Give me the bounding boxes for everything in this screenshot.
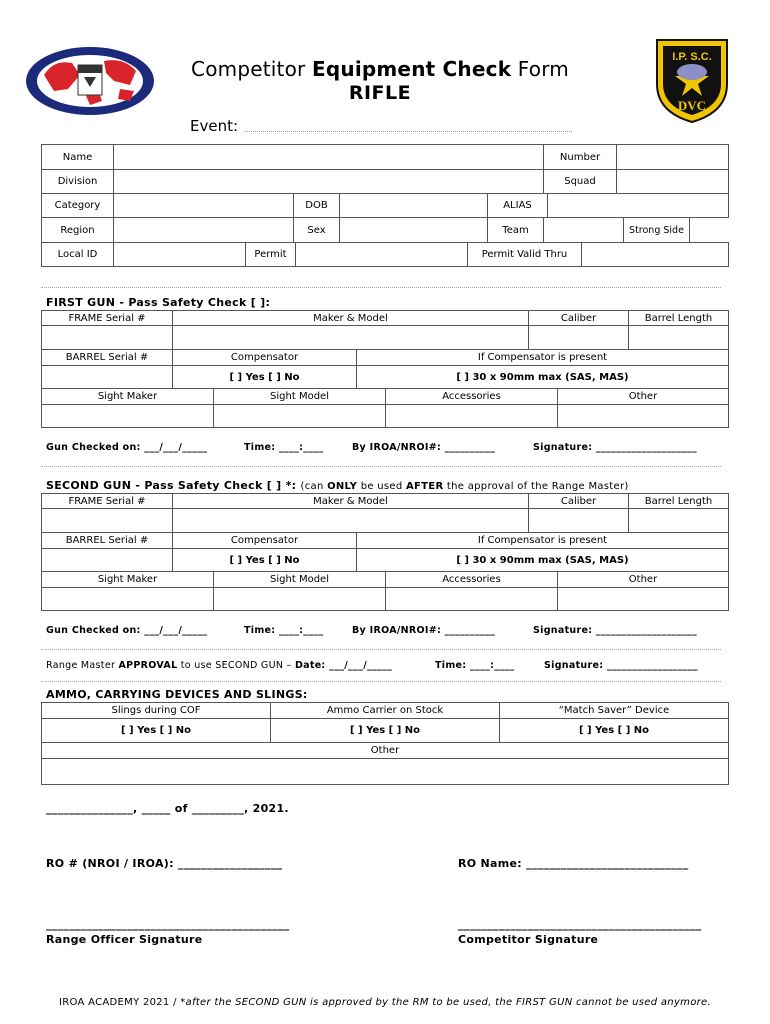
accessories-label: Accessories	[386, 389, 558, 405]
number-field[interactable]	[617, 145, 729, 170]
event-label: Event:	[190, 117, 239, 135]
category-field[interactable]	[114, 194, 294, 218]
ammo-carrier-label: Ammo Carrier on Stock	[271, 703, 500, 719]
barrel-length-label: Barrel Length	[629, 494, 729, 509]
form-subtitle: RIFLE	[348, 82, 412, 104]
form-title	[175, 57, 585, 81]
other-field[interactable]	[558, 405, 729, 428]
caliber-label: Caliber	[529, 494, 629, 509]
team-field[interactable]	[544, 218, 624, 243]
ammo-title: AMMO, CARRYING DEVICES AND SLINGS:	[46, 688, 308, 701]
barrel-length-label: Barrel Length	[629, 311, 729, 326]
range-master-approval	[46, 660, 392, 671]
divider	[41, 466, 721, 467]
ro-number[interactable]: RO # (NROI / IROA): __________________	[46, 857, 283, 870]
date-line[interactable]: _______________, _____ of _________, 2021.	[46, 802, 289, 815]
competitor-row-localid	[41, 242, 729, 267]
rm-signature[interactable]: Signature: __________________	[544, 660, 698, 671]
sight-maker-field[interactable]	[42, 405, 214, 428]
region-field[interactable]	[114, 218, 294, 243]
rm-approval: APPROVAL	[118, 660, 178, 671]
second-gun-time[interactable]: Time: ____:____	[244, 625, 324, 636]
first-gun-by[interactable]: By IROA/NROI#: __________	[352, 442, 496, 453]
number-label: Number	[544, 145, 617, 170]
accessories-field[interactable]	[386, 588, 558, 611]
strong-side-field[interactable]	[690, 218, 729, 243]
competitor-row-category	[41, 193, 729, 218]
first-gun-table-3	[41, 388, 729, 428]
ro-signature-label: Range Officer Signature	[46, 933, 203, 946]
division-field[interactable]	[114, 170, 544, 194]
second-gun-checked-on[interactable]: Gun Checked on: ___/___/_____	[46, 625, 208, 636]
competitor-signature-line[interactable]: __________________________________________	[458, 918, 702, 931]
strong-side-label: Strong Side	[624, 218, 690, 243]
if-comp-label: If Compensator is present	[357, 533, 729, 549]
local-id-label: Local ID	[42, 243, 114, 267]
sight-maker-label: Sight Maker	[42, 389, 214, 405]
name-label: Name	[42, 145, 114, 170]
if-comp-label: If Compensator is present	[357, 350, 729, 366]
title-suffix: Form	[511, 57, 569, 81]
footer	[0, 997, 770, 1008]
title-bold: Equipment Check	[312, 57, 512, 81]
second-gun-table-2	[41, 532, 729, 572]
first-gun-table-1	[41, 310, 729, 350]
svg-text:DVC: DVC	[677, 98, 707, 113]
rm-time[interactable]: Time: ____:____	[435, 660, 515, 671]
permit-valid-thru-field[interactable]	[582, 243, 729, 267]
maker-model-field[interactable]	[173, 326, 529, 350]
local-id-field[interactable]	[114, 243, 246, 267]
match-saver-label: “Match Saver” Device	[500, 703, 729, 719]
squad-field[interactable]	[617, 170, 729, 194]
region-label: Region	[42, 218, 114, 243]
sight-model-label: Sight Model	[214, 572, 386, 588]
second-gun-note-pre: (can	[300, 481, 328, 492]
second-gun-table-1	[41, 493, 729, 533]
divider	[41, 649, 721, 650]
permit-label: Permit	[246, 243, 296, 267]
second-gun-note-mid: be used	[357, 481, 407, 492]
other-label: Other	[558, 572, 729, 588]
division-label: Division	[42, 170, 114, 194]
sight-model-field[interactable]	[214, 405, 386, 428]
category-label: Category	[42, 194, 114, 218]
dob-field[interactable]	[340, 194, 488, 218]
iroa-logo	[24, 45, 156, 117]
maker-model-label: Maker & Model	[173, 494, 529, 509]
event-input-line[interactable]	[245, 131, 572, 132]
rm-date[interactable]: Date: ___/___/_____	[294, 660, 393, 671]
svg-text:I.P. S.C.: I.P. S.C.	[672, 51, 712, 63]
second-gun-note-post: the approval of the Range Master)	[443, 481, 629, 492]
match-saver-yes-no[interactable]: [ ] Yes [ ] No	[500, 719, 729, 743]
caliber-label: Caliber	[529, 311, 629, 326]
other-field[interactable]	[558, 588, 729, 611]
title-prefix: Competitor	[191, 57, 312, 81]
second-gun-note-only: ONLY	[327, 481, 358, 492]
sex-field[interactable]	[340, 218, 488, 243]
alias-field[interactable]	[548, 194, 729, 218]
permit-field[interactable]	[296, 243, 468, 267]
first-gun-signature[interactable]: Signature: ____________________	[533, 442, 697, 453]
accessories-label: Accessories	[386, 572, 558, 588]
barrel-serial-field[interactable]	[42, 366, 173, 389]
other-label: Other	[558, 389, 729, 405]
second-gun-title-bold: SECOND GUN - Pass Safety Check [ ] *:	[46, 479, 297, 492]
footer-note: *after the SECOND GUN is approved by the RM to be used, the FIRST GUN cannot be used anymore.	[180, 997, 711, 1008]
compensator-label: Compensator	[173, 350, 357, 366]
sex-label: Sex	[294, 218, 340, 243]
maker-model-label: Maker & Model	[173, 311, 529, 326]
second-gun-table-3	[41, 571, 729, 611]
second-gun-note-after: AFTER	[406, 481, 444, 492]
name-field[interactable]	[114, 145, 544, 170]
comp-max-checkbox[interactable]: [ ] 30 x 90mm max (SAS, MAS)	[357, 549, 729, 572]
divider	[41, 681, 721, 682]
footer-prefix: IROA ACADEMY 2021 /	[59, 997, 181, 1008]
barrel-length-field[interactable]	[629, 326, 729, 350]
caliber-field[interactable]	[529, 326, 629, 350]
frame-serial-field[interactable]	[42, 326, 173, 350]
ammo-other-field[interactable]	[42, 759, 729, 785]
divider	[41, 287, 721, 288]
second-gun-signature[interactable]: Signature: ____________________	[533, 625, 697, 636]
sight-model-label: Sight Model	[214, 389, 386, 405]
accessories-field[interactable]	[386, 405, 558, 428]
ammo-table	[41, 702, 729, 743]
first-gun-table-2	[41, 349, 729, 389]
first-gun-checked-on[interactable]: Gun Checked on: ___/___/_____	[46, 442, 208, 453]
competitor-row-name	[41, 144, 729, 194]
squad-label: Squad	[544, 170, 617, 194]
frame-serial-field[interactable]	[42, 509, 173, 533]
second-gun-title	[46, 479, 629, 492]
competitor-row-region	[41, 217, 729, 243]
frame-serial-label: FRAME Serial #	[42, 494, 173, 509]
team-label: Team	[488, 218, 544, 243]
second-gun-by[interactable]: By IROA/NROI#: __________	[352, 625, 496, 636]
sight-maker-label: Sight Maker	[42, 572, 214, 588]
slings-yes-no[interactable]: [ ] Yes [ ] No	[42, 719, 271, 743]
ro-signature-line[interactable]: __________________________________________	[46, 918, 290, 931]
ipsc-logo	[655, 38, 729, 124]
comp-max-checkbox[interactable]: [ ] 30 x 90mm max (SAS, MAS)	[357, 366, 729, 389]
rm-mid: to use SECOND GUN –	[177, 660, 295, 671]
dob-label: DOB	[294, 194, 340, 218]
slings-label: Slings during COF	[42, 703, 271, 719]
maker-model-field[interactable]	[173, 509, 529, 533]
rm-pre: Range Master	[46, 660, 119, 671]
caliber-field[interactable]	[529, 509, 629, 533]
compensator-label: Compensator	[173, 533, 357, 549]
compensator-yes-no[interactable]: [ ] Yes [ ] No	[173, 549, 357, 572]
barrel-serial-field[interactable]	[42, 549, 173, 572]
first-gun-title: FIRST GUN - Pass Safety Check [ ]:	[46, 296, 271, 309]
sight-maker-field[interactable]	[42, 588, 214, 611]
ro-name[interactable]: RO Name: ____________________________	[458, 857, 689, 870]
competitor-signature-label: Competitor Signature	[458, 933, 599, 946]
compensator-yes-no[interactable]: [ ] Yes [ ] No	[173, 366, 357, 389]
frame-serial-label: FRAME Serial #	[42, 311, 173, 326]
permit-valid-thru-label: Permit Valid Thru	[468, 243, 582, 267]
alias-label: ALIAS	[488, 194, 548, 218]
barrel-serial-label: BARREL Serial #	[42, 350, 173, 366]
sight-model-field[interactable]	[214, 588, 386, 611]
barrel-serial-label: BARREL Serial #	[42, 533, 173, 549]
ammo-carrier-yes-no[interactable]: [ ] Yes [ ] No	[271, 719, 500, 743]
barrel-length-field[interactable]	[629, 509, 729, 533]
first-gun-time[interactable]: Time: ____:____	[244, 442, 324, 453]
ammo-other-table	[41, 742, 729, 785]
ammo-other-label: Other	[42, 743, 729, 759]
